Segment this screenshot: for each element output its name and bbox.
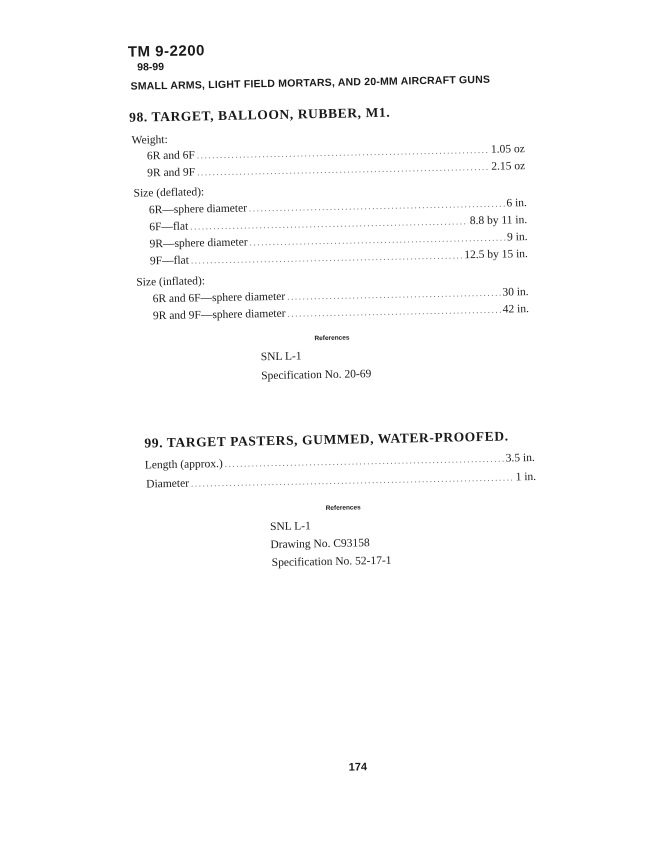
spec-row [150, 248, 528, 267]
spec-label: 9R and 9F—sphere diameter [152, 307, 286, 323]
spec-row [153, 286, 529, 305]
size-deflated-label: Size (deflated): [133, 186, 205, 200]
references-heading: References [325, 504, 361, 513]
spec-row [147, 160, 525, 179]
dot-leader [197, 162, 489, 178]
dot-leader [191, 472, 514, 488]
spec-value: 6 in. [506, 197, 527, 210]
section-99-title: 99. TARGET PASTERS, GUMMED, WATER-PROOFED. [144, 428, 509, 451]
spec-label: 9R—sphere diameter [149, 236, 248, 251]
spec-value: 1.05 oz [490, 143, 525, 156]
spec-row [145, 452, 535, 471]
manual-number: TM 9-2200 [127, 42, 206, 61]
spec-value: 3.5 in. [505, 451, 535, 465]
spec-label: 9R and 9F [147, 166, 196, 180]
spec-label: 9F—flat [149, 254, 190, 268]
references-heading: References [314, 334, 350, 343]
dot-leader [190, 216, 468, 231]
spec-row [147, 143, 525, 162]
dot-leader [249, 199, 505, 214]
reference-item: SNL L-1 [269, 520, 311, 534]
dot-leader [287, 305, 500, 319]
dot-leader [287, 288, 500, 302]
spec-value: 30 in. [502, 286, 529, 299]
reference-item: Specification No. 52-17-1 [271, 554, 392, 570]
spec-label: 6R and 6F [146, 149, 195, 163]
weight-label: Weight: [131, 133, 168, 147]
reference-item: SNL L-1 [260, 350, 302, 364]
dot-leader [191, 250, 463, 265]
spec-value: 9 in. [506, 231, 528, 244]
size-inflated-label: Size (inflated): [136, 275, 206, 289]
spec-row [146, 471, 536, 490]
reference-item: Specification No. 20-69 [261, 368, 372, 383]
reference-item: Drawing No. C93158 [270, 537, 370, 552]
spec-row [153, 303, 529, 322]
running-title: SMALL ARMS, LIGHT FIELD MORTARS, AND 20-MM AIRCRAFT GUNS [130, 73, 491, 93]
spec-value: 2.15 oz [491, 160, 526, 173]
spec-value: 12.5 by 15 in. [464, 248, 528, 262]
spec-value: 1 in. [515, 470, 537, 484]
paragraph-range: 98-99 [137, 61, 165, 74]
dot-leader [225, 454, 504, 469]
page-number: 174 [348, 761, 368, 774]
spec-value: 42 in. [502, 303, 530, 316]
section-98-title: 98. TARGET, BALLOON, RUBBER, M1. [129, 104, 391, 125]
spec-row [149, 231, 527, 250]
spec-label: Length (approx.) [144, 457, 223, 472]
spec-value: 8.8 by 11 in. [469, 214, 528, 228]
dot-leader [197, 145, 489, 161]
spec-row [149, 214, 527, 233]
spec-label: 6R—sphere diameter [148, 202, 248, 217]
spec-label: 6F—flat [149, 220, 189, 234]
spec-label: 6R and 6F—sphere diameter [152, 290, 286, 306]
spec-label: Diameter [146, 477, 190, 491]
dot-leader [250, 233, 506, 248]
spec-row [149, 197, 527, 216]
